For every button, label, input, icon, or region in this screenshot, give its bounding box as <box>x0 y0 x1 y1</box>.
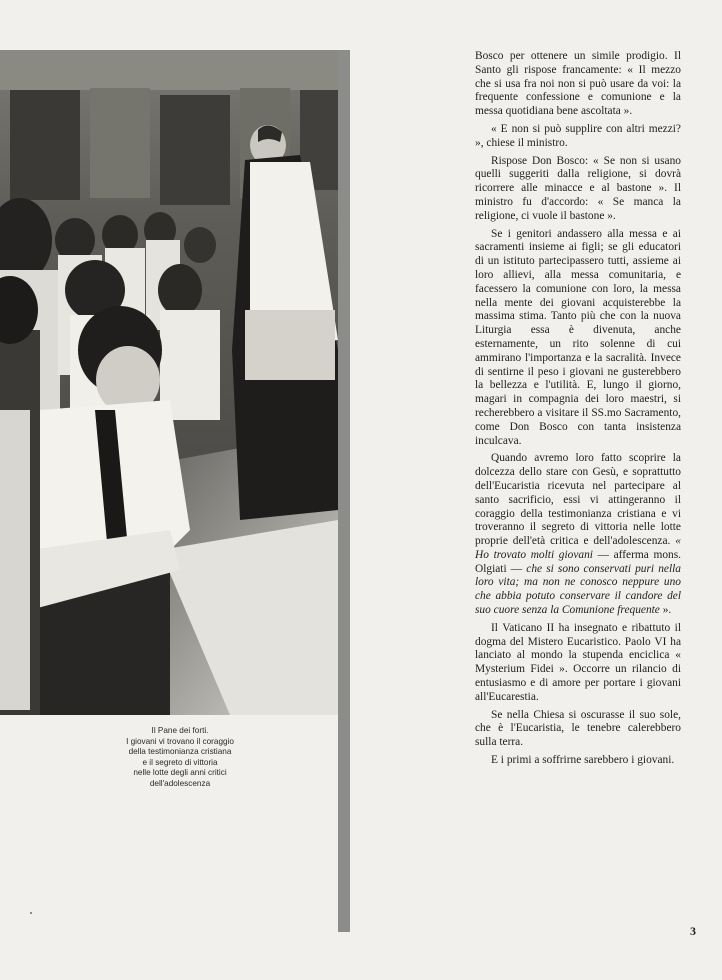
photo-caption <box>30 726 330 790</box>
paragraph: Se nella Chiesa si oscurasse il suo sole, che è l'Eucaristia, le tenebre calerebbero sulla terra. <box>475 708 681 749</box>
quote-text: « Ho trovato molti giovani <box>475 535 681 561</box>
paragraph: E i primi a soffrirne sarebbero i giovani. <box>491 754 675 767</box>
article-column <box>475 50 681 772</box>
caption-line: I giovani vi trovano il coraggio <box>126 736 234 746</box>
page-number: 3 <box>690 924 696 938</box>
paragraph: Bosco per ottenere un simile prodigio. Il Santo gli rispose francamente: « Il mezzo che si usa fra noi non si può usare da voi: la frequente confessione e comunione e la messa quotidiana bene ascoltata ». <box>475 50 681 118</box>
photograph-procession-icon <box>0 50 338 715</box>
paragraph <box>475 452 681 618</box>
caption-line: e il segreto di vittoria <box>142 757 218 767</box>
paragraph: Se i genitori andassero alla messa e ai sacramenti insieme ai figli; se gli educatori di un istituto partecipassero tutti, assieme ai loro allievi, alla messa comunitaria, e facessero la comunione con loro, la messa nella mente dei giovani acquisterebbe la massima stima. Tanto più che con la nuova Liturgia essa è divenuta, anche esternamente, un rito solenne di cui ammirano l'importanza e la sacralità. Invece di sentirne il peso i giovani ne gusterebbero la bellezza e l'utilità. E, lungo il giorno, magari in compagnia dei loro maestri, si recherebbero a visitare il SS.mo Sacramento, come Don Bosco con tanta insistenza inculcava. <box>475 227 681 447</box>
photograph <box>0 50 338 715</box>
paragraph-text: Quando avremo loro fatto scoprire la dolcezza dello stare con Gesù, e soprattutto dell'Eucaristia ricevuta nel partecipare al santo sacrificio, essi vi attingeranno il coraggio della testimonianza cristiana e vi troveranno il segreto di vittoria nelle lotte proprie dell'età critica e dell'adolescenza. <box>475 452 681 548</box>
paragraph: Il Vaticano II ha insegnato e ribattuto il dogma del Mistero Eucaristico. Paolo VI ha lanciato al mondo la stupenda enciclica « Mysterium Fidei ». Occorre un rilancio di entusiasmo e di amore per portare i giovani all'Eucarestia. <box>475 621 681 703</box>
caption-line: della testimonianza cristiana <box>128 747 232 757</box>
caption-line: dell'adolescenza <box>149 778 211 788</box>
vertical-divider <box>338 50 350 932</box>
paragraph-text: — afferma mons. Olgiati — <box>475 548 682 575</box>
print-speck <box>30 912 32 914</box>
caption-line: Il Pane dei forti. <box>151 726 209 735</box>
quote-text: che si sono conservati puri nella loro vita; ma non ne conosco neppure uno che abbia potuto conservare il candore del suo cuore senza la Comunione frequente <box>475 562 681 617</box>
paragraph-text: ». <box>659 604 672 617</box>
paragraph: Rispose Don Bosco: « Se non si usano quelli suggeriti dalla religione, si dovrà ricorrere alle minacce e al bastone ». Il ministro fu d'accordo: « Se manca la religione, ci vuole il bastone ». <box>475 154 681 222</box>
paragraph: « E non si può supplire con altri mezzi? », chiese il ministro. <box>475 122 681 149</box>
caption-line: nelle lotte degli anni critici <box>133 768 227 778</box>
